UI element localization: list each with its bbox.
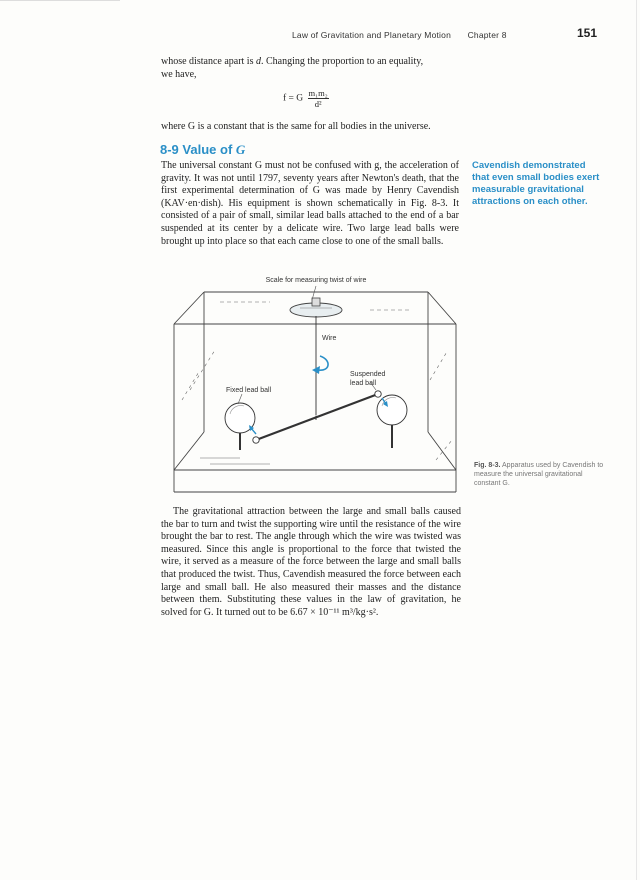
formula-denominator: d² [314,99,322,109]
label-suspended-line2: lead ball [350,380,377,387]
box-bottom-left-edge [174,432,204,470]
label-suspended: Suspended [350,371,386,378]
body-paragraph-1: The universal constant G must not be confused with g, the acceleration of gravity. It was not until 1797, seventy years after Newton's death, that the first experimental determination of G was made by Henry Cavendish (KAV·en·dish). His equipment is shown schematically in Fig. 8-3. It consisted of a pair of small, similar lead balls attached to the end of a bar suspended at its center by a delicate wire. Two large lead balls were brought up into place so that each came close to one of the small balls. [161,160,459,247]
formula-lhs: f = G [283,93,304,104]
after-formula-text: where G is a constant that is the same for all bodies in the universe. [161,121,431,132]
figure-caption-label: Fig. 8-3. [474,462,501,469]
glass-reflection-line [430,350,448,380]
small-ball-right [375,391,381,397]
box-top-left-edge [174,292,204,324]
section-number: 8-9 [160,142,179,157]
fixed-ball-leader-line [238,394,242,404]
section-title: Value of [182,142,233,157]
gravitation-formula [283,88,329,109]
box-top-right-edge [428,292,456,324]
margin-note: Cavendish demonstrated that even small bodies exert measurable gravitational attractions on each other. [472,160,600,207]
page-number: 151 [577,26,598,40]
cavendish-apparatus-figure [160,270,470,500]
label-scale: Scale for measuring twist of wire [265,277,367,284]
body-paragraph-2: The gravitational attraction between the large and small balls caused the bar to turn and twist the supporting wire until the resistance of the wire brought the bar to rest. The angle through which the wire was twisted was measured. Since this angle is proportional to the force that twisted the wire, it served as a measure of the force between the large and small balls that produced the twist. Thus, Cavendish measured the force between each large and small ball. He also measured their masses and the distance between them. Substituting these values in the law of gravitation, he solved for G. It turned out to be 6.67 × 10⁻¹¹ m³/kg·s². [161,506,461,618]
figure-caption-text: Apparatus used by Cavendish to measure the universal gravitational constant G. [474,462,604,487]
small-ball-left [253,437,259,443]
glass-reflection-line [436,440,452,460]
page-edge-mark [0,0,120,1]
formula-fraction [308,88,329,109]
section-heading [160,142,245,158]
scale-knob [312,298,320,306]
intro-variable: d [255,56,261,67]
running-head [292,30,507,40]
intro-line-2: we have, [161,68,197,80]
section-title-variable: G [235,142,246,157]
intro-text: whose distance apart is [161,56,256,67]
label-fixed: Fixed lead ball [226,387,272,394]
intro-paragraph [161,56,461,81]
large-ball-right [377,395,407,425]
page-edge-shadow [636,0,637,880]
label-wire: Wire [322,335,337,342]
running-title: Law of Gravitation and Planetary Motion [292,30,451,40]
torsion-bar-highlight [256,392,378,438]
formula-numerator: m₁m₂ [308,88,328,98]
glass-reflection-line [190,350,215,390]
chapter-label: Chapter 8 [467,30,507,40]
figure-caption [474,461,604,488]
box-bottom-right-edge [428,432,456,470]
apparatus-diagram [160,270,470,500]
torsion-bar [256,394,378,440]
intro-text-suffix: . Changing the proportion to an equality, [260,56,424,67]
glass-reflection-line [182,370,200,400]
